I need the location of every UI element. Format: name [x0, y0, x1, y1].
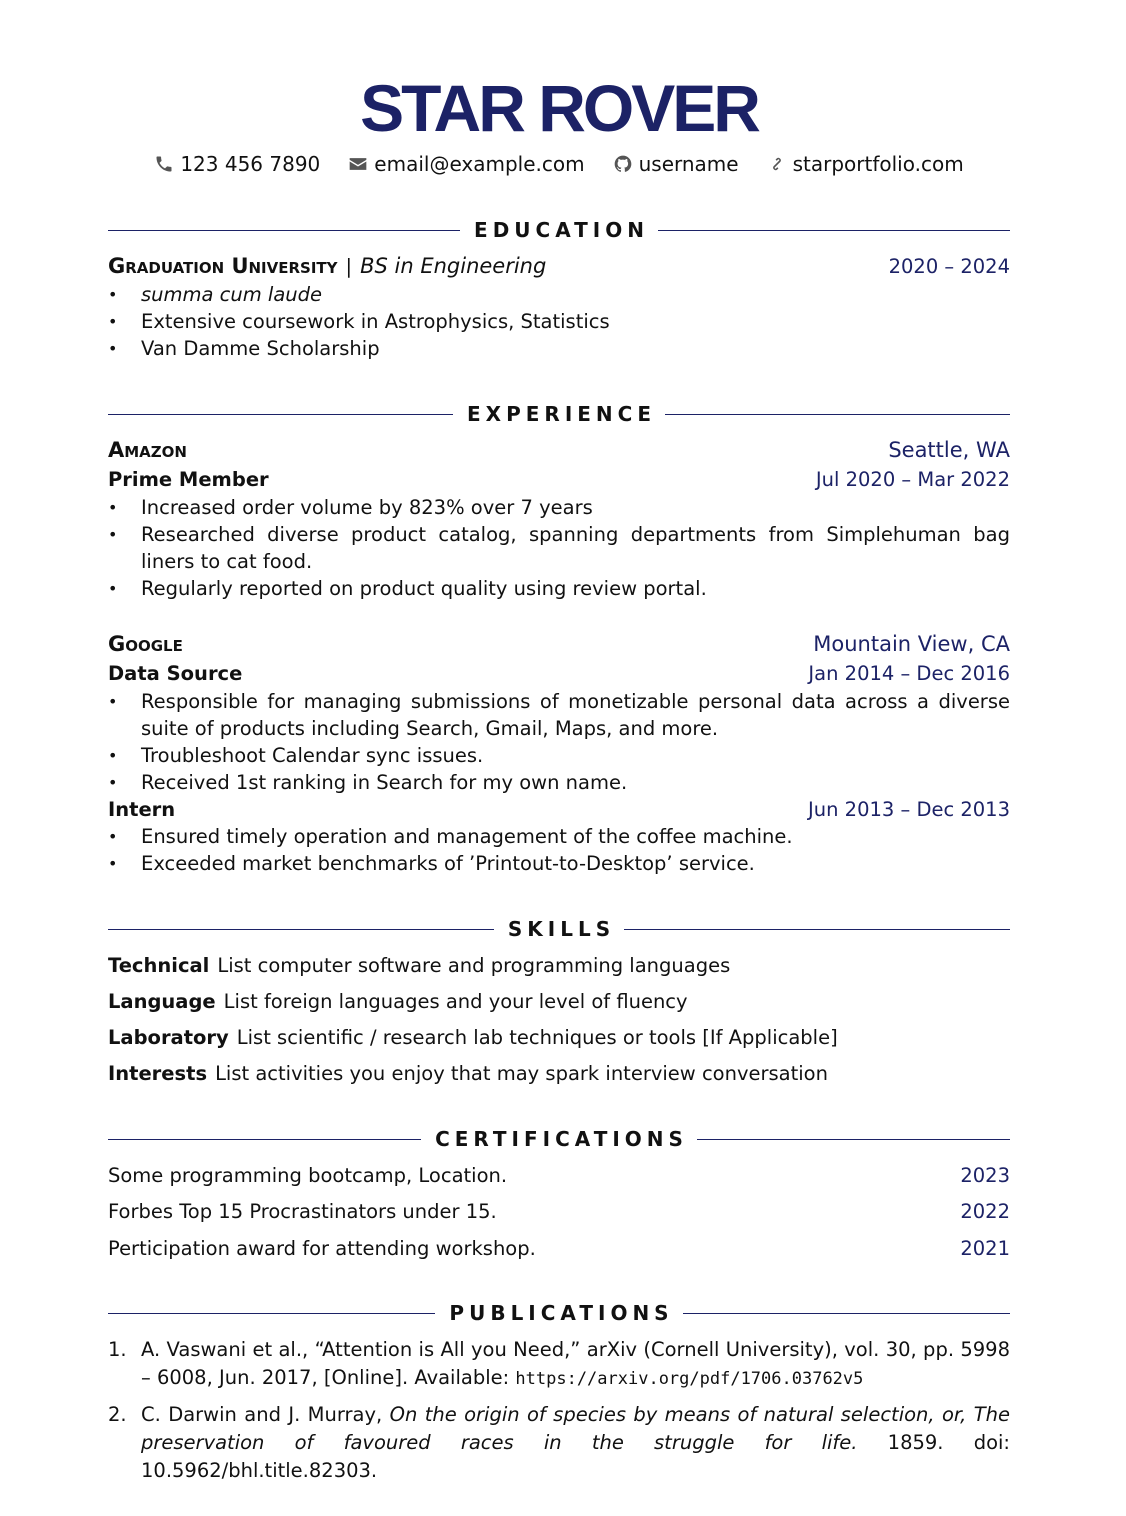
section-rule-right — [658, 230, 1010, 231]
skill-row — [108, 988, 1010, 1015]
publication-authors: C. Darwin and J. Murray, — [141, 1403, 390, 1426]
section-rule-right — [697, 1139, 1010, 1140]
google-bullets-1 — [108, 688, 1010, 796]
certification-name: Some programming bootcamp, Location. — [108, 1164, 508, 1187]
skill-row — [108, 1024, 1010, 1051]
degree: BS in Engineering — [360, 254, 547, 278]
publication-number: 1. — [108, 1338, 127, 1361]
role-dates: Jan 2014 – Dec 2016 — [808, 662, 1010, 685]
website-text: starportfolio.com — [792, 152, 964, 176]
google-header — [108, 631, 1010, 658]
skill-text: List activities you enjoy that may spark interview conversation — [215, 1062, 828, 1085]
company-name: Amazon — [108, 438, 187, 462]
contact-github[interactable] — [613, 150, 739, 178]
publication-number: 2. — [108, 1403, 127, 1426]
role-dates: Jun 2013 – Dec 2013 — [808, 798, 1010, 821]
section-label: SKILLS — [507, 917, 616, 941]
publication-citation: A. Vaswani et al., “Attention is All you Need,” arXiv (Cornell University), vol. 30, pp. 5998 – 6008, Jun. 2017, [Online]. Available: — [141, 1338, 1010, 1389]
github-text: username — [638, 152, 739, 176]
section-skills — [108, 915, 1010, 943]
email-text: email@example.com — [374, 152, 585, 176]
skill-row — [108, 952, 1010, 979]
section-label: EXPERIENCE — [467, 402, 656, 426]
section-experience — [108, 400, 1010, 428]
company-location: Seattle, WA — [888, 438, 1010, 462]
skill-text: List foreign languages and your level of fluency — [223, 990, 688, 1013]
skill-label: Interests — [108, 1062, 208, 1085]
certification-name: Perticipation award for attending workshop. — [108, 1237, 536, 1260]
skill-text: List scientific / research lab techniques or tools [If Applicable] — [236, 1026, 838, 1049]
google-bullets-2 — [108, 823, 1010, 877]
certification-year: 2023 — [960, 1164, 1010, 1187]
google-role-2 — [108, 796, 1010, 823]
amazon-bullets — [108, 494, 1010, 602]
section-rule-right — [624, 929, 1010, 930]
amazon-role — [108, 466, 1010, 493]
section-rule-left — [108, 929, 494, 930]
skill-label: Technical — [108, 954, 210, 977]
section-rule-left — [108, 1313, 435, 1314]
section-education — [108, 216, 1010, 244]
list-item: • Ensured timely operation and management of the coffee machine. — [108, 823, 1010, 850]
link-icon — [767, 154, 787, 174]
phone-icon — [154, 154, 174, 174]
company-name: Google — [108, 632, 183, 656]
role-title: Data Source — [108, 662, 243, 685]
github-icon — [613, 154, 633, 174]
list-item: • Extensive coursework in Astrophysics, Statistics — [108, 308, 1010, 335]
section-label: CERTIFICATIONS — [435, 1127, 688, 1151]
certification-year: 2021 — [960, 1237, 1010, 1260]
separator: | — [345, 255, 353, 278]
section-rule-right — [683, 1313, 1010, 1314]
certification-row — [108, 1235, 1010, 1262]
contact-website[interactable] — [767, 150, 964, 178]
publication-title: On the origin of species by means of natural selection, or, The preservation of favoured races in the struggle for life. — [141, 1403, 1010, 1454]
list-item: • Regularly reported on product quality using review portal. — [108, 575, 1010, 602]
phone-text: 123 456 7890 — [180, 152, 321, 176]
school-name: Graduation University — [108, 254, 338, 278]
list-item: • Exceeded market benchmarks of ’Printout-to-Desktop’ service. — [108, 850, 1010, 877]
section-rule-right — [665, 414, 1010, 415]
list-item: • Van Damme Scholarship — [108, 335, 1010, 362]
list-item: • Researched diverse product catalog, spanning departments from Simplehuman bag liners to cat food. — [108, 521, 1010, 575]
section-rule-left — [108, 230, 460, 231]
education-dates: 2020 – 2024 — [888, 255, 1010, 278]
role-dates: Jul 2020 – Mar 2022 — [815, 468, 1010, 491]
certification-row — [108, 1198, 1010, 1225]
role-title: Prime Member — [108, 468, 269, 491]
publication-details: 1859. doi: 10.5962/bhl.title.82303. — [141, 1431, 1010, 1482]
contact-email[interactable] — [348, 150, 584, 178]
list-item: • Increased order volume by 823% over 7 years — [108, 494, 1010, 521]
list-item: • Received 1st ranking in Search for my own name. — [108, 769, 1010, 796]
amazon-header — [108, 437, 1010, 464]
publication-item — [108, 1336, 1010, 1393]
list-item: • summa cum laude — [108, 281, 1010, 308]
certification-year: 2022 — [960, 1200, 1010, 1223]
company-location: Mountain View, CA — [813, 632, 1010, 656]
skill-text: List computer software and programming languages — [217, 954, 731, 977]
skill-label: Language — [108, 990, 216, 1013]
google-role-1 — [108, 660, 1010, 687]
publication-list — [108, 1336, 1010, 1493]
contact-bar — [108, 150, 1010, 178]
certification-name: Forbes Top 15 Procrastinators under 15. — [108, 1200, 497, 1223]
list-item: • Troubleshoot Calendar sync issues. — [108, 742, 1010, 769]
skill-label: Laboratory — [108, 1026, 229, 1049]
section-label: EDUCATION — [474, 218, 649, 242]
skill-row — [108, 1060, 1010, 1087]
publication-item — [108, 1401, 1010, 1485]
education-entry — [108, 253, 1010, 280]
section-rule-left — [108, 1139, 421, 1140]
section-rule-left — [108, 414, 453, 415]
list-item: • Responsible for managing submissions of monetizable personal data across a diverse suite of products including Search, Gmail, Maps, and more. — [108, 688, 1010, 742]
contact-phone[interactable] — [154, 150, 320, 178]
candidate-name: STAR ROVER — [360, 71, 758, 145]
education-bullets — [108, 281, 1010, 362]
envelope-icon — [348, 154, 368, 174]
role-title: Intern — [108, 798, 176, 821]
certification-row — [108, 1162, 1010, 1189]
section-certifications — [108, 1125, 1010, 1153]
publication-url[interactable]: https://arxiv.org/pdf/1706.03762v5 — [515, 1369, 864, 1389]
section-publications — [108, 1299, 1010, 1327]
section-label: PUBLICATIONS — [449, 1301, 674, 1325]
